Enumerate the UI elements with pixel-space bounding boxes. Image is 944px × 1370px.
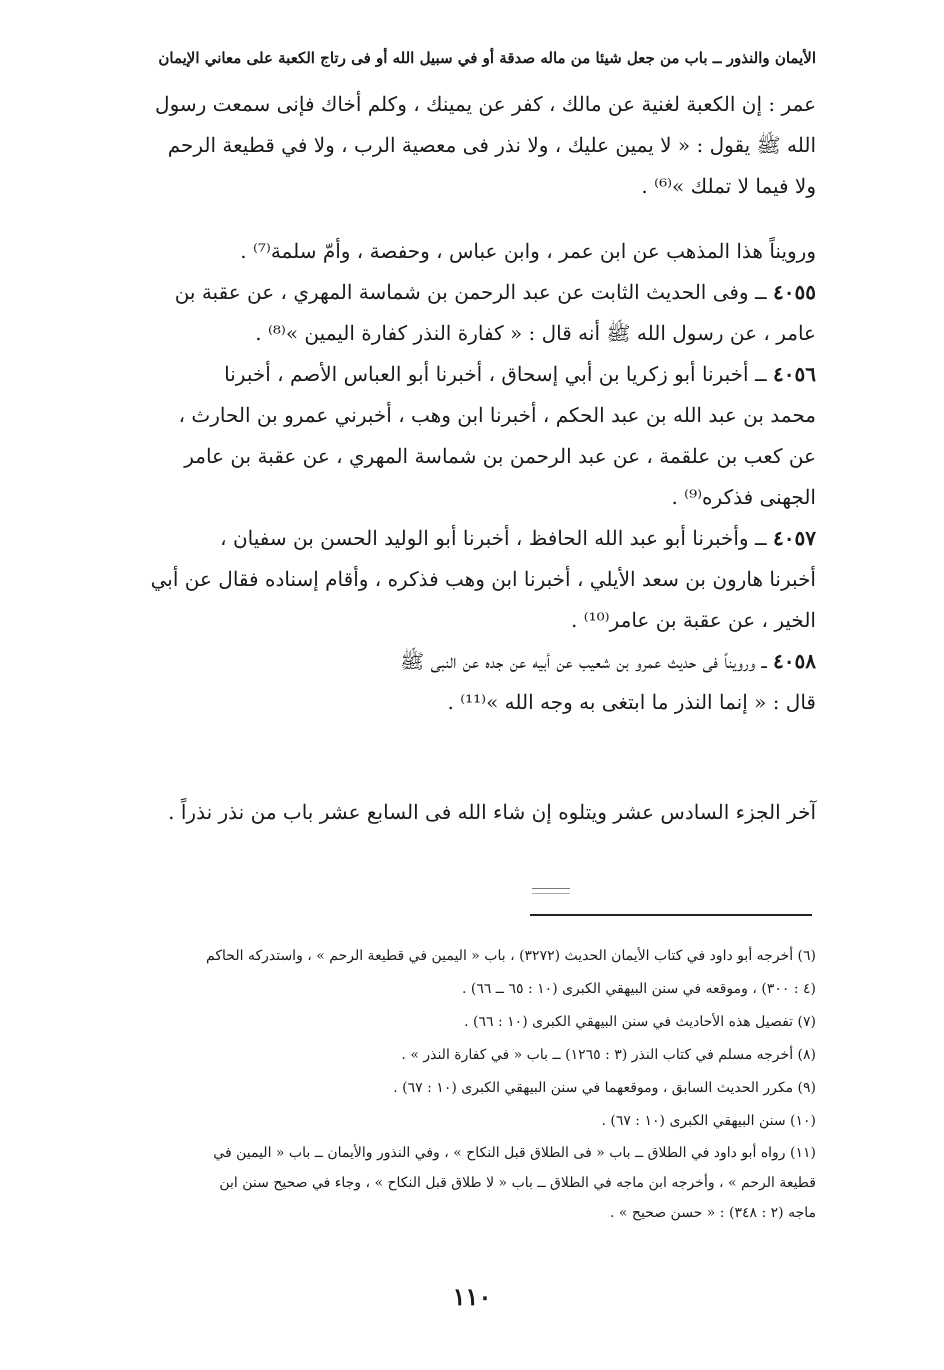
body-line [126,313,816,354]
line-text: أخبرنا هارون بن سعد الأيلي ، أخبرنا ابن وهب فذكره ، وأقام إسناده فقال عن أبي [150,567,816,591]
line-text: ولا فيما لا تملك »⁽⁶⁾ . [641,174,816,198]
line-text: قال : « إنما النذر ما ابتغى به وجه الله »⁽¹¹⁾ . [447,690,816,714]
body-line [126,477,816,518]
line-text: ــ ورويناً فى حديث عمرو بن شعيب عن أبيه عن جده عن النبى ﷺ [400,649,774,673]
body-line [126,395,816,436]
line-text: ــ وأخبرنا أبو عبد الله الحافظ ، أخبرنا أبو الوليد الحسن بن سفيان ، [220,526,774,550]
footnote-line: ماجه (٢ : ٣٤٨) : « حسن صحيح » . [609,1205,816,1221]
body-line [126,641,816,682]
footnote-line: (٧) تفصيل هذه الأحاديث في سنن البيهقي الكبرى (١٠ : ٦٦) . [464,1014,816,1030]
line-text: محمد بن عبد الله بن عبد الحكم ، أخبرنا ابن وهب ، أخبرني عمرو بن الحارث ، [178,403,816,427]
body-line [126,84,816,125]
running-head: الأيمان والنذور ــ باب من جعل شيئا من ماله صدقة أو في سبيل الله أو فى رتاج الكعبة على معاني الإيمان [158,49,816,67]
body-line [126,272,816,313]
closing-line: آخر الجزء السادس عشر ويتلوه إن شاء الله فى السابع عشر باب من نذر نذراً . [168,800,816,824]
hadith-number: ٤٠٥٥ [773,280,816,304]
body-line [126,600,816,641]
page-number: ١١٠ [452,1282,492,1311]
line-text: ورويناً هذا المذهب عن ابن عمر ، وابن عباس ، وحفصة ، وأمّ سلمة⁽⁷⁾ . [240,239,816,263]
line-text: عن كعب بن علقمة ، عن عبد الرحمن بن شماسة المهري ، عن عقبة بن عامر [184,444,816,468]
body-line [126,518,816,559]
line-text: ــ وفى الحديث الثابت عن عبد الرحمن بن شماسة المهري ، عن عقبة بن [174,280,774,304]
body-line [126,125,816,166]
hadith-number: ٤٠٥٨ [773,649,816,673]
body-line [126,436,816,477]
line-text: ــ أخبرنا أبو زكريا بن أبي إسحاق ، أخبرنا أبو العباس الأصم ، أخبرنا [224,362,774,386]
line-text: الله ﷺ يقول : « لا يمين عليك ، ولا نذر فى معصية الرب ، ولا في قطيعة الرحم [167,133,816,157]
footnote-line: (١٠) سنن البيهقي الكبرى (١٠ : ٦٧) . [601,1113,816,1129]
footnotes [126,940,816,1228]
footnote-divider [530,914,812,916]
body-text [126,84,816,723]
hadith-number: ٤٠٥٦ [773,362,816,386]
hadith-number: ٤٠٥٧ [773,526,816,550]
footnote-line: (٩) مكرر الحديث السابق ، وموقعهما في سنن البيهقي الكبرى (١٠ : ٦٧) . [393,1080,816,1096]
line-text: الجهنى فذكره⁽⁹⁾ . [671,485,816,509]
footnote-line: قطيعة الرحم » ، وأخرجه ابن ماجه في الطلاق ــ باب « لا طلاق قبل النكاح » ، وجاء في صحيح سنن ابن [219,1175,816,1191]
footnote-line: (٤ : ٣٠٠) ، وموقعه في سنن البيهقي الكبرى (١٠ : ٦٥ ــ ٦٦) . [461,981,816,997]
footnote-line: (٦) أخرجه أبو داود في كتاب الأيمان الحديث (٣٢٧٢) ، باب « اليمين في قطيعة الرحم » ، واستدركه الحاكم [206,948,816,964]
body-line [126,682,816,723]
decorative-ornament [532,888,570,894]
line-text: عمر : إن الكعبة لغنية عن مالك ، كفر عن يمينك ، وكلم أخاك فإنى سمعت رسول [155,92,816,116]
body-line [126,231,816,272]
body-line [126,354,816,395]
body-line [126,559,816,600]
body-line [126,166,816,207]
footnote-line: (٨) أخرجه مسلم في كتاب النذر (٣ : ١٢٦٥) ــ باب « في كفارة النذر » . [401,1047,816,1063]
line-text: عامر ، عن رسول الله ﷺ أنه قال : « كفارة النذر كفارة اليمين »⁽⁸⁾ . [255,321,816,345]
footnote-line: (١١) رواه أبو داود في الطلاق ــ باب « فى الطلاق قبل النكاح » ، وفي النذور والأيمان ــ باب « اليمين في [213,1145,816,1161]
line-text: الخير ، عن عقبة بن عامر⁽¹⁰⁾ . [570,608,816,632]
